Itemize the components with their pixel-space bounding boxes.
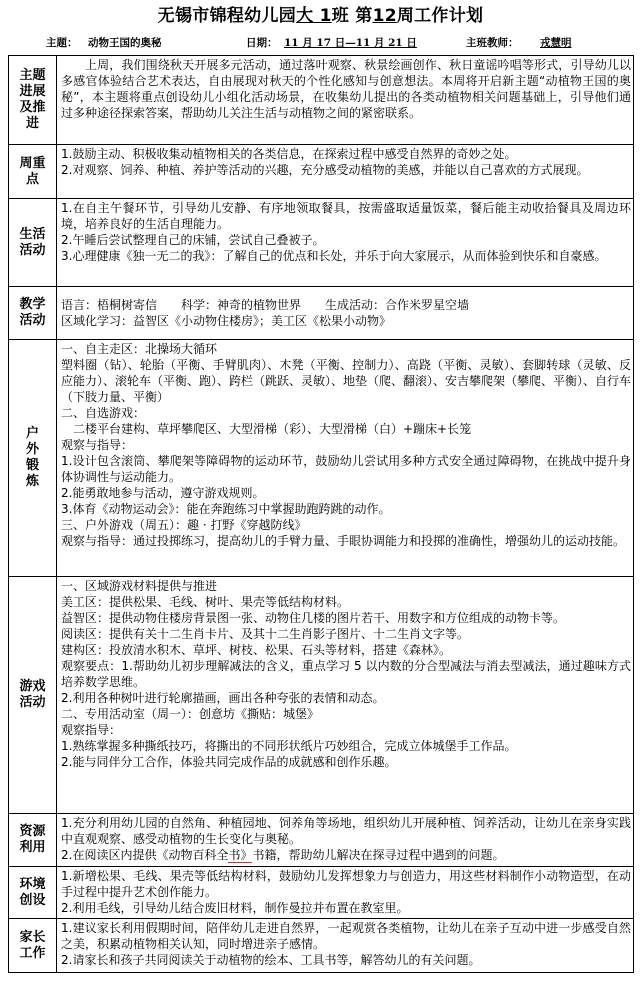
- life-line: 3.心理健康《独一无二的我》：了解自己的优点和长处，并乐于向大家展示，从而体验到快乐和自豪感。: [61, 249, 607, 263]
- outdoor-line: 2.能勇敢地参与活动，遵守游戏规则。: [61, 486, 265, 500]
- cell-game-activity: [57, 577, 634, 814]
- label-resource-use: 资源 利用: [9, 814, 57, 867]
- label-weekly-focus: 周重 点: [9, 145, 57, 199]
- row-life-activity: [9, 199, 634, 287]
- teacher-value: 戎慧明: [540, 37, 572, 49]
- label-outdoor-exercise: 户 外 锻 炼: [9, 340, 57, 577]
- cell-weekly-focus: [57, 145, 634, 199]
- plan-meta: [46, 35, 636, 51]
- page-title: [0, 4, 641, 28]
- outdoor-line: 二、自选游戏：: [61, 406, 146, 420]
- outdoor-line: 3.体育《动物运动会》：能在奔跑练习中掌握助跑跨跳的动作。: [61, 502, 391, 516]
- focus-line: 1.鼓励主动、积极收集动植物相关的各类信息，在探索过程中感受自然界的奇妙之处。: [61, 147, 517, 161]
- title-suffix: 周工作计划: [396, 6, 484, 26]
- outdoor-line: 1.设计包含滚筒、攀爬架等障碍物的运动环节，鼓励幼儿尝试用多种方式安全通过障碍物，在挑战中提升身体协调性与运动能力。: [61, 454, 631, 484]
- row-resource-use: [9, 814, 634, 867]
- life-line: 2.午睡后尝试整理自己的床铺，尝试自己叠被子。: [61, 233, 325, 247]
- life-line: 1.在自主午餐环节，引导幼儿安静、有序地领取餐具，按需盛取适量饭菜，餐后能主动收拾餐具及周边环境，培养良好的生活自理能力。: [61, 201, 631, 231]
- row-teaching-activity: [9, 287, 634, 340]
- row-theme-progress: [9, 56, 634, 145]
- resource-line: 1.充分利用幼儿园的自然角、种植园地、饲养角等场地，组织幼儿开展种植、饲养活动，让幼儿在亲身实践中直观观察、感受动植物的生长变化与奥秘。: [61, 816, 631, 846]
- game-line: 二、专用活动室（周一）：创意坊《撕贴：城堡》: [61, 707, 320, 721]
- game-line: 美工区：提供松果、毛线、树叶、果壳等低结构材料。: [61, 595, 350, 609]
- environment-line: 2.利用毛线，引导幼儿结合废旧材料，制作曼拉并布置在教室里。: [61, 901, 409, 915]
- focus-line: 2.对观察、饲养、种植、养护等活动的兴趣，充分感受动植物的美感，并能以自己喜欢的方式展现。: [61, 163, 589, 177]
- week-number: 12: [372, 6, 397, 26]
- label-theme-progress: 主题 进展 及推 进: [9, 56, 57, 145]
- row-game-activity: [9, 577, 634, 814]
- cell-teaching-activity: [57, 287, 634, 340]
- game-line: 一、区域游戏材料提供与推进: [61, 579, 218, 593]
- row-parent-work: [9, 919, 634, 973]
- outdoor-line: 塑料圈（钻）、轮胎（平衡、手臂肌肉）、木凳（平衡、控制力）、高跷（平衡、灵敏）、套脚转球（灵敏、反应能力）、滚轮车（平衡、跑）、跨栏（跳跃、灵敏）、地垫（爬、翻滚）、安吉攀爬架（攀爬、平衡）、自行车（下肢力量、平衡）: [61, 358, 632, 404]
- game-line: 1.熟练掌握多种撕纸技巧，将撕出的不同形状纸片巧妙组合，完成立体城堡手工作品。: [61, 739, 517, 753]
- outdoor-line: 二楼平台建构、草坪攀爬区、大型滑梯（彩）、大型滑梯（白）+蹦床+长笼: [61, 422, 472, 436]
- outdoor-line: 一、自主走区：北操场大循环: [61, 342, 218, 356]
- game-line: 2.利用各种树叶进行轮廓描画，画出各种夸张的表情和动态。: [61, 691, 385, 705]
- parent-line: 1.建议家长利用假期时间，陪伴幼儿走进自然界，一起观赏各类植物，让幼儿在亲子互动中进一步感受自然之美，积累动植物相关认知，同时增进亲子感情。: [61, 921, 631, 951]
- cell-parent-work: [57, 919, 634, 973]
- game-line: 2.能与同伴分工合作，体验共同完成作品的成就感和创作乐趣。: [61, 755, 397, 769]
- environment-line: 1.新增松果、毛线、果壳等低结构材料，鼓励幼儿发挥想象力与创造力，用这些材料制作小动物造型，在动手过程中提升艺术创作能力。: [61, 869, 631, 899]
- theme-progress-text: 上周，我们围绕秋天开展多元活动，通过落叶观察、秋景绘画创作、秋日童谣吟唱等形式，引导幼儿以多感官体验结合艺术表达，自由展现对秋天的个性化感知与创意想法。本周将开启新主题“动植物王国的奥秘”，本主题将重点创设幼儿小组化活动场景，在收集幼儿提出的各类动植物相关问题基础上，引导他们通过多种途径探索答案，帮助幼儿关注生活与动植物之间的紧密联系。: [61, 58, 631, 120]
- game-line: 观察要点：1.帮助幼儿初步理解减法的含义，重点学习 5 以内数的分合型减法与消去型减法，通过趣味方式培养数学思维。: [61, 659, 631, 689]
- label-teaching-activity: 教学 活动: [9, 287, 57, 340]
- outdoor-line: 三、户外游戏（周五）：趣 · 打野《穿越防线》: [61, 518, 307, 532]
- game-line: 益智区：提供动物住楼房背景图一张、动物住几楼的图片若干、用数字和方位组成的动物卡等。: [61, 611, 566, 625]
- cell-outdoor-exercise: [57, 340, 634, 577]
- school-name: 无锡市锦程幼儿园: [157, 6, 297, 26]
- date-value: 11 月 17 日—11 月 21 日: [284, 37, 417, 49]
- resource-line: 2.在阅读区内提供《动物百科全书》书籍，帮助幼儿解决在探寻过程中遇到的问题。: [61, 848, 505, 862]
- theme-value: 动物王国的奥秘: [88, 37, 162, 49]
- teaching-line: 区域化学习：益智区《小动物住楼房》；美工区《松果小动物》: [61, 314, 392, 328]
- parent-line: 2.请家长和孩子共同阅读关于动植物的绘本、工具书等，解答幼儿的有关问题。: [61, 953, 481, 967]
- title-class-suffix: 班 第: [331, 6, 373, 26]
- game-line: 建构区：投放清水积木、草坪、树枝、松果、石头等材料，搭建《森林》。: [61, 643, 452, 657]
- label-game-activity: 游戏 活动: [9, 577, 57, 814]
- outdoor-line: 观察与指导：通过投掷练习，提高幼儿的手臂力量、手眼协调能力和投掷的准确性，增强幼儿的运动技能。: [61, 534, 626, 548]
- label-parent-work: 家长 工作: [9, 919, 57, 973]
- row-environment: [9, 867, 634, 919]
- label-life-activity: 生活 活动: [9, 199, 57, 287]
- game-line: 阅读区：提供有关十二生肖卡片、及其十二生肖影子图片、十二生肖文字等。: [61, 627, 470, 641]
- game-line: 观察指导：: [61, 723, 122, 737]
- row-outdoor-exercise: [9, 340, 634, 577]
- label-environment: 环境 创设: [9, 867, 57, 919]
- teacher-label: 主班教师：: [466, 37, 519, 49]
- spellcheck-underline: 书》: [228, 848, 253, 862]
- cell-theme-progress: [57, 56, 634, 145]
- weekly-plan-table: [8, 55, 634, 973]
- class-name: 大 1: [296, 6, 332, 26]
- cell-life-activity: [57, 199, 634, 287]
- cell-environment: [57, 867, 634, 919]
- cell-resource-use: [57, 814, 634, 867]
- teaching-line: 语言：梧桐树寄信 科学：神奇的植物世界 生成活动：合作米罗星空墙: [61, 298, 470, 312]
- row-weekly-focus: [9, 145, 634, 199]
- date-label: 日期：: [246, 37, 278, 49]
- outdoor-line: 观察与指导：: [61, 438, 134, 452]
- theme-label: 主题：: [46, 37, 78, 49]
